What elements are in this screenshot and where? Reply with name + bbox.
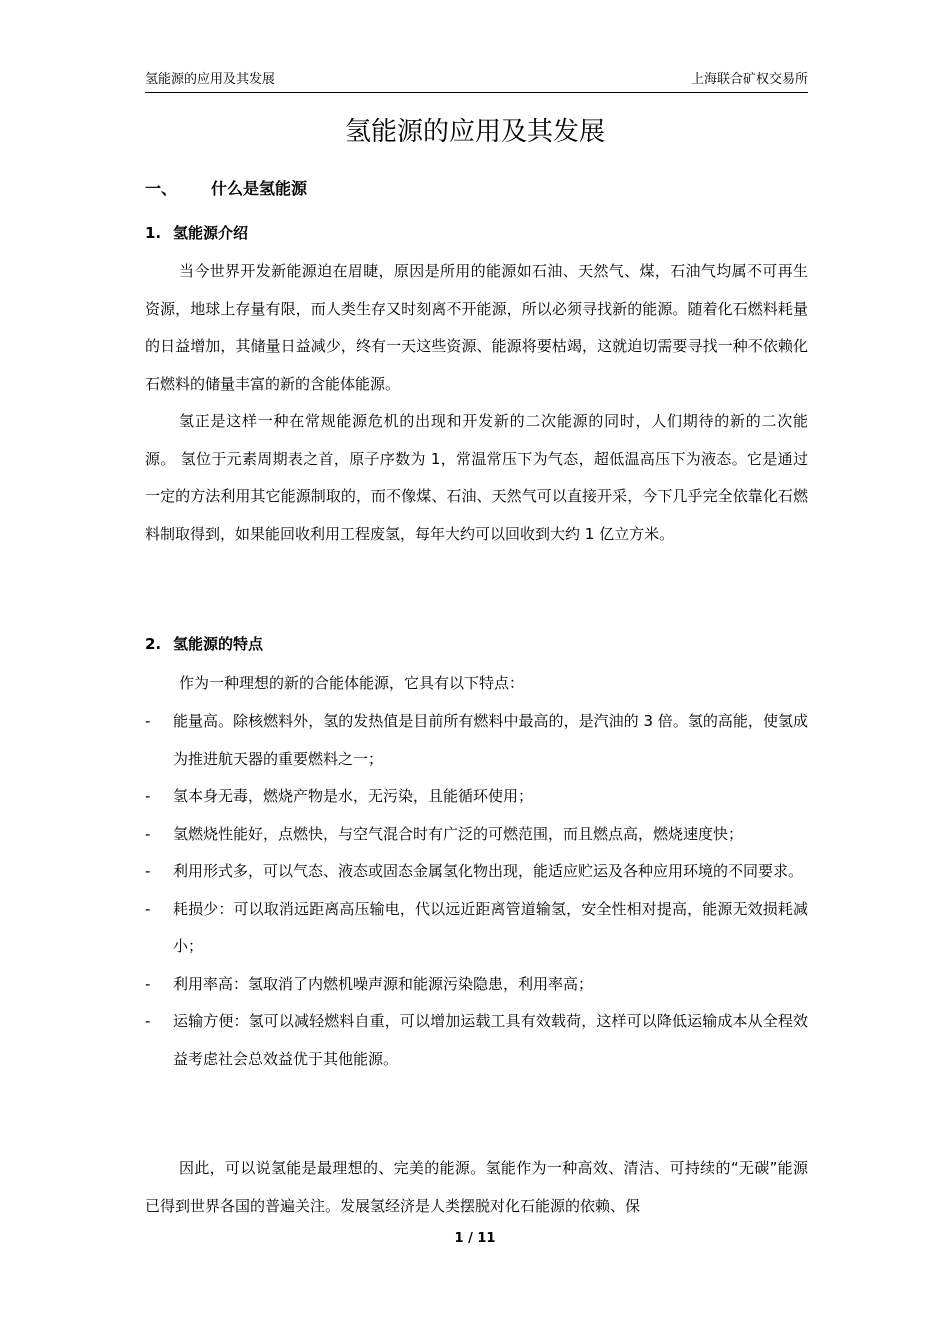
bullet-marker: - [145, 974, 151, 993]
section-heading-1 [145, 176, 307, 202]
bullet-marker: - [145, 787, 151, 805]
subsection-number: 2. [145, 635, 162, 653]
list-item-text: 利用形式多，可以气态、液态或固态金属氢化物出现，能适应贮运及各种应用环境的不同要求。 [173, 862, 804, 880]
header-doc-title: 氢能源的应用及其发展 [145, 72, 276, 87]
document-title: 氢能源的应用及其发展 [344, 117, 605, 147]
subsection-number: 1. [145, 224, 162, 242]
features-intro: 作为一种理想的新的合能体能源，它具有以下特点： [179, 674, 525, 692]
list-item [145, 778, 808, 816]
paragraph-conclusion: 因此，可以说氢能是最理想的、完美的能源。氢能作为一种高效、清洁、可持续的“无碳”能源已得到世界各国的普遍关注。发展氢经济是人类摆脱对化石能源的依赖、保 [145, 1159, 808, 1215]
bullet-marker: - [145, 862, 151, 880]
subsection-heading-2 [145, 632, 263, 656]
list-item-text: 氢燃烧性能好，点燃快，与空气混合时有广泛的可燃范围，而且燃点高，燃烧速度快； [173, 824, 744, 843]
subsection-title: 氢能源介绍 [173, 224, 249, 242]
list-item-text: 能量高。除核燃料外，氢的发热值是目前所有燃料中最高的，是汽油的 3 倍。氢的高能，使氢成为推进航天器的重要燃料之一； [173, 712, 808, 768]
list-item [145, 1003, 808, 1078]
subsection-title: 氢能源的特点 [173, 635, 264, 653]
list-item [145, 966, 808, 1004]
subsection-heading-1 [145, 221, 248, 245]
bullet-marker: - [145, 1012, 151, 1030]
page-number: 1 / 11 [454, 1231, 496, 1246]
list-item-text: 氢本身无毒，燃烧产物是水，无污染，且能循环使用； [173, 787, 534, 805]
bullet-marker: - [145, 899, 151, 918]
list-item [145, 703, 808, 778]
list-item [145, 816, 808, 854]
list-item [145, 853, 808, 891]
list-item-text: 利用率高：氢取消了内燃机噪声源和能源污染隐患，利用率高； [173, 974, 594, 993]
header-organization: 上海联合矿权交易所 [690, 72, 808, 87]
paragraph-hydrogen: 氢正是这样一种在常规能源危机的出现和开发新的二次能源的同时，人们期待的新的二次能源。 氢位于元素周期表之首，原子序数为 1，常温常压下为气态，超低温高压下为液态。它是通过一定的方法利用其它能源制取的，而不像煤、石油、天然气可以直接开采，今下几乎完全依靠化石燃料制取得到，如果能回收利用工程废氢，每年大约可以回收到大约 1 亿立方米。 [145, 412, 808, 543]
page-header [145, 70, 808, 93]
paragraph-intro: 当今世界开发新能源迫在眉睫，原因是所用的能源如石油、天然气、煤，石油气均属不可再生资源，地球上存量有限，而人类生存又时刻离不开能源，所以必须寻找新的能源。随着化石燃料耗量的日益增加，其储量日益减少，终有一天这些资源、能源将要枯竭，这就迫切需要寻找一种不依赖化石燃料的储量丰富的新的含能体能源。 [145, 262, 808, 393]
section-title: 什么是氢能源 [211, 179, 308, 198]
list-item [145, 891, 808, 966]
bullet-marker: - [145, 824, 151, 843]
bullet-marker: - [145, 712, 151, 730]
section-number: 一、 [145, 179, 178, 198]
list-item-text: 运输方便：氢可以减轻燃料自重，可以增加运载工具有效载荷，这样可以降低运输成本从全程效益考虑社会总效益优于其他能源。 [173, 1012, 808, 1068]
features-list [145, 703, 808, 1078]
list-item-text: 耗损少：可以取消远距离高压输电，代以远近距离管道输氢，安全性相对提高，能源无效损耗减小； [173, 899, 808, 955]
